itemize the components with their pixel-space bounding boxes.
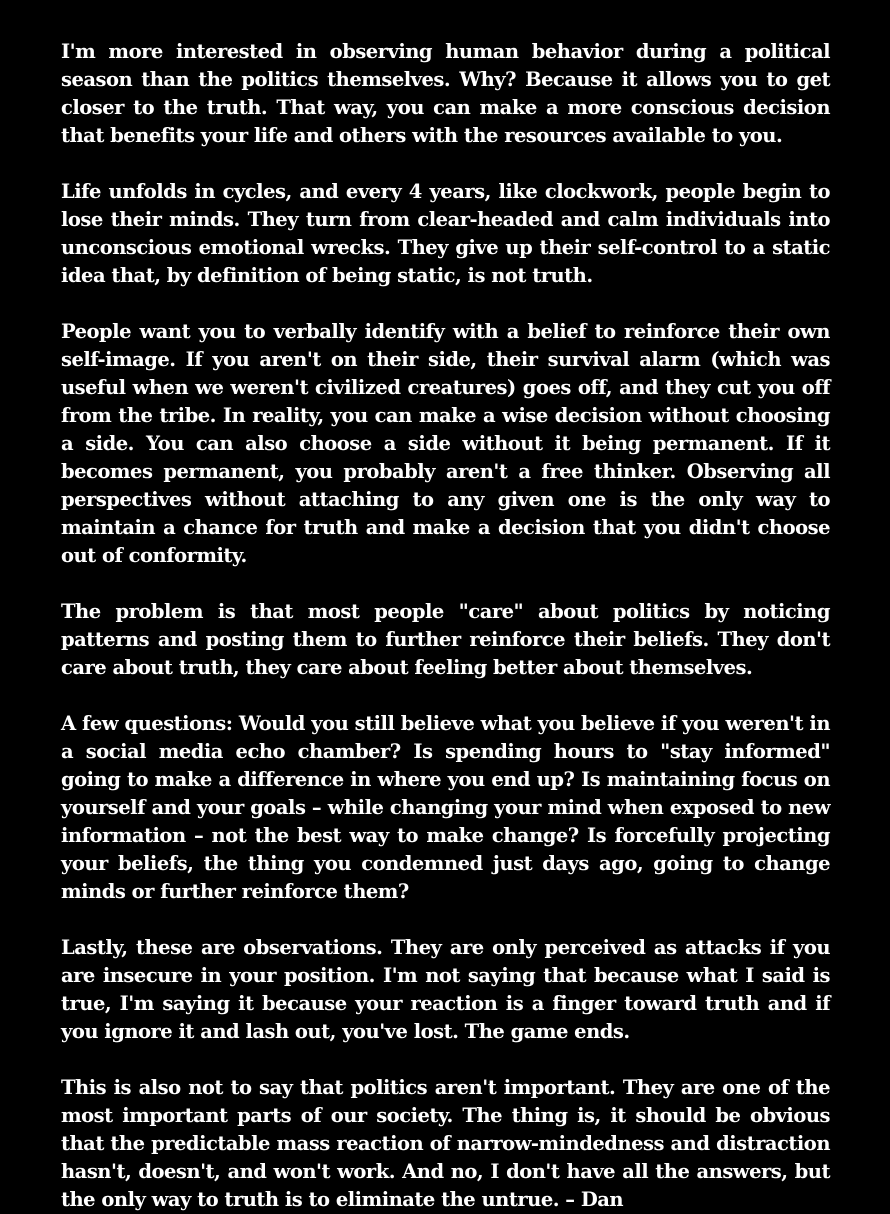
paragraph-problem: The problem is that most people "care" about politics by noticing patterns and posting them to further reinforce their beliefs. They don't care about truth, they care about feeling better about themselves. bbox=[61, 600, 830, 679]
paragraph-observing-behavior: I'm more interested in observing human behavior during a political season than the politics themselves. Why? Because it allows you to get closer to the truth. That way, you can make a more conscious decision that benefits your life and others with the resources available to you. bbox=[61, 40, 830, 147]
essay-text-block bbox=[61, 38, 830, 1214]
paragraph-closing-signature: This is also not to say that politics aren't important. They are one of the most important parts of our society. The thing is, it should be obvious that the predictable mass reaction of narrow-mindedness and distraction hasn't, doesn't, and won't work. And no, I don't have all the answers, but the only way to truth is to eliminate the untrue. – Dan bbox=[61, 1076, 830, 1211]
paragraph-questions: A few questions: Would you still believe what you believe if you weren't in a social media echo chamber? Is spending hours to "stay informed" going to make a difference in where you end up? Is maintaining focus on yourself and your goals – while changing your mind when exposed to new information – not the best way to make change? Is forcefully projecting your beliefs, the thing you condemned just days ago, going to change minds or further reinforce them? bbox=[61, 712, 830, 903]
paragraph-lastly: Lastly, these are observations. They are only perceived as attacks if you are insecure in your position. I'm not saying that because what I said is true, I'm saying it because your reaction is a finger toward truth and if you ignore it and lash out, you've lost. The game ends. bbox=[61, 936, 830, 1043]
paragraph-life-cycles: Life unfolds in cycles, and every 4 years, like clockwork, people begin to lose their minds. They turn from clear-headed and calm individuals into unconscious emotional wrecks. They give up their self-control to a static idea that, by definition of being static, is not truth. bbox=[61, 180, 830, 287]
paragraph-identify-belief: People want you to verbally identify with a belief to reinforce their own self-image. If you aren't on their side, their survival alarm (which was useful when we weren't civilized creatures) goes off, and they cut you off from the tribe. In reality, you can make a wise decision without choosing a side. You can also choose a side without it being permanent. If it becomes permanent, you probably aren't a free thinker. Observing all perspectives without attaching to any given one is the only way to maintain a chance for truth and make a decision that you didn't choose out of conformity. bbox=[61, 320, 830, 567]
